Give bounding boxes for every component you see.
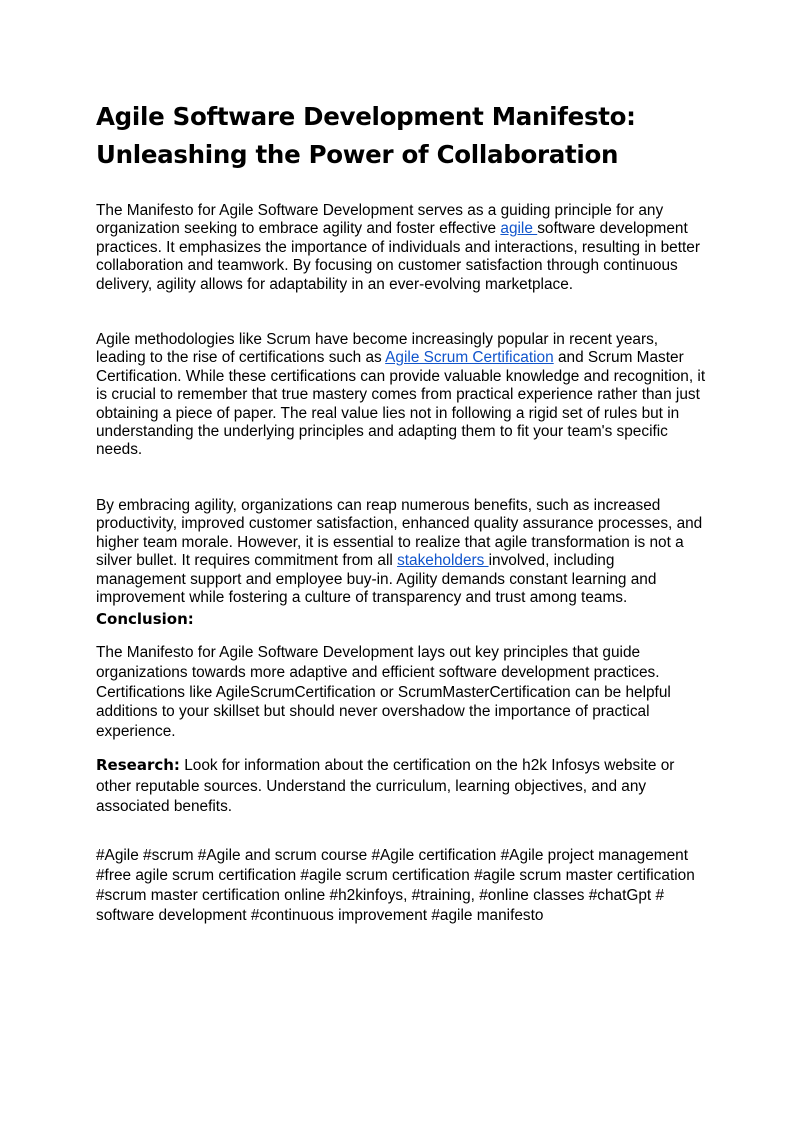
document-title: [96, 98, 706, 174]
document-body: [96, 98, 706, 926]
paragraph-benefits-text-a: By embracing agility, organizations can reap numerous benefits, such as increased productivity, improved customer satisfaction, enhanced quality assurance processes, and higher team morale. However, it is essential to realize that agile transformation is not a silver bullet. It requires commitment from all: [96, 496, 703, 570]
paragraph-methodologies: [96, 331, 706, 460]
title-line-1: Agile Software Development Manifesto:: [96, 102, 636, 131]
hashtags-paragraph: #Agile #scrum #Agile and scrum course #Agile certification #Agile project management #free agile scrum certification #agile scrum certification #agile scrum master certification #scrum master certification online #h2kinfoys, #training, #online classes #chatGpt # software development #continuous improvement #agile manifesto: [96, 846, 695, 924]
agile-scrum-certification-link[interactable]: Agile Scrum Certification: [385, 349, 554, 367]
paragraph-methodologies-text-a: Agile methodologies like Scrum have become increasingly popular in recent years, leading to the rise of certifications such as: [96, 331, 659, 367]
stakeholders-link[interactable]: stakeholders: [397, 552, 489, 570]
conclusion-heading: Conclusion:: [96, 610, 194, 629]
title-line-2: Unleashing the Power of Collaboration: [96, 140, 619, 169]
paragraph-methodologies-text-b: and Scrum Master Certification. While these certifications can provide valuable knowledge and recognition, it is crucial to remember that true mastery comes from practical experience rather than just obtaining a piece of paper. The real value lies not in following a rigid set of rules but in understanding the underlying principles and adapting them to fit your team's specific needs.: [96, 349, 706, 459]
paragraph-intro: [96, 202, 706, 294]
paragraph-benefits-text-b: involved, including management support and employee buy-in. Agility demands constant learning and improvement while fostering a culture of transparency and trust among teams.: [96, 552, 657, 606]
paragraph-research: [96, 755, 706, 818]
paragraph-intro-text-b: software development practices. It emphasizes the importance of individuals and interactions, resulting in better collaboration and teamwork. By focusing on customer satisfaction through continuous delivery, agility allows for adaptability in an ever-evolving marketplace.: [96, 220, 700, 293]
paragraph-conclusion: The Manifesto for Agile Software Development lays out key principles that guide organizations towards more adaptive and efficient software development practices. Certifications like AgileScrumCertification or ScrumMasterCertification can be helpful additions to your skillset but should never overshadow the importance of practical experience.: [96, 644, 671, 740]
paragraph-benefits: [96, 497, 706, 607]
research-text: Look for information about the certification on the h2k Infosys website or other reputable sources. Understand the curriculum, learning objectives, and any associated benefits.: [96, 757, 675, 816]
agile-link[interactable]: agile: [500, 220, 538, 238]
paragraph-intro-text-a: The Manifesto for Agile Software Development serves as a guiding principle for any organization seeking to embrace agility and foster effective: [96, 202, 664, 238]
research-label: Research:: [96, 756, 180, 775]
